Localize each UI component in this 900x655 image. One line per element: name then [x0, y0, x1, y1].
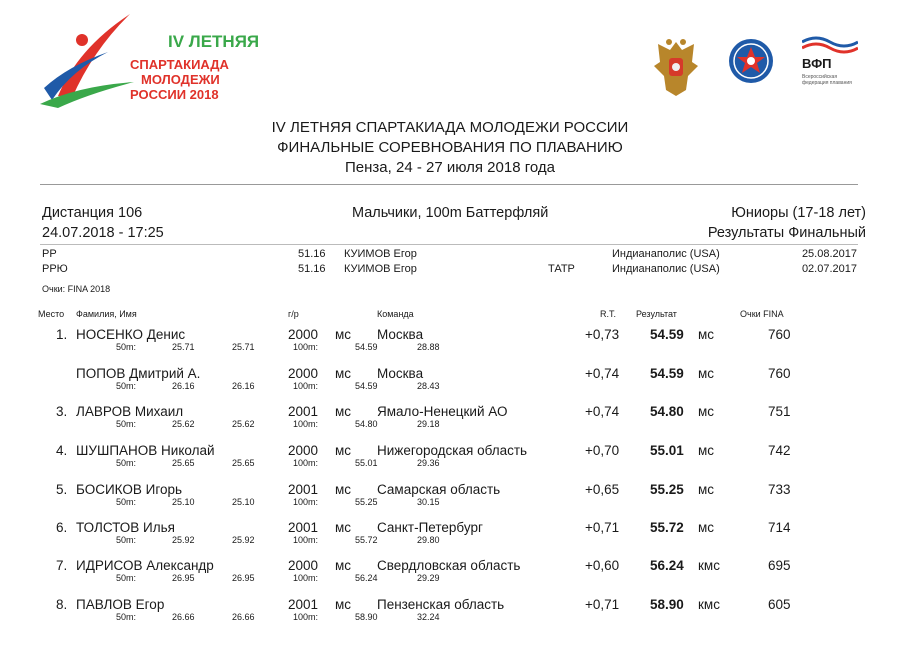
- row-points: 751: [768, 404, 791, 419]
- row-rt: +0,74: [585, 366, 620, 381]
- row-rank: мс: [335, 327, 352, 342]
- row-result: 56.24: [650, 558, 684, 573]
- split-50-cum: 25.62: [232, 419, 255, 429]
- split-50-cum: 26.66: [232, 612, 255, 622]
- record-time: 51.16: [298, 248, 326, 260]
- row-rank2: мс: [698, 366, 715, 381]
- row-place: 7.: [56, 558, 68, 573]
- record-code: РРЮ: [42, 263, 68, 275]
- split-50-cum: 26.16: [232, 381, 255, 391]
- split-100-label: 100m:: [293, 535, 319, 545]
- split-100-cum: 29.80: [417, 535, 440, 545]
- split-100-time: 58.90: [355, 612, 378, 622]
- split-50-time: 25.10: [172, 497, 195, 507]
- record-date: 25.08.2017: [801, 248, 857, 260]
- split-100-label: 100m:: [293, 458, 319, 468]
- split-100-time: 56.24: [355, 573, 378, 583]
- record-place: Индианаполис (USA): [612, 263, 720, 275]
- logo-line3: МОЛОДЕЖИ: [141, 72, 220, 87]
- row-rt: +0,60: [585, 558, 620, 573]
- split-50-label: 50m:: [116, 342, 137, 352]
- row-rank: мс: [335, 404, 352, 419]
- row-year: 2000: [288, 558, 319, 573]
- row-rank2: кмс: [698, 597, 720, 612]
- record-team: ТАТР: [548, 263, 575, 275]
- split-100-label: 100m:: [293, 419, 319, 429]
- row-points: 695: [768, 558, 791, 573]
- row-team: Москва: [377, 327, 424, 342]
- split-50-label: 50m:: [116, 573, 137, 583]
- split-50-label: 50m:: [116, 535, 137, 545]
- row-team: Нижегородская область: [377, 443, 528, 458]
- event-title: Мальчики, 100m Баттерфляй: [352, 205, 549, 221]
- row-points: 760: [768, 327, 791, 342]
- logo-line2: СПАРТАКИАДА: [130, 57, 229, 72]
- logo-line4: РОССИИ 2018: [130, 87, 219, 102]
- split-50-label: 50m:: [116, 381, 137, 391]
- split-50-time: 26.16: [172, 381, 195, 391]
- row-rt: +0,73: [585, 327, 620, 342]
- row-place: 1.: [56, 327, 68, 342]
- row-team: Самарская область: [377, 482, 501, 497]
- event-category: Юниоры (17-18 лет): [731, 205, 866, 221]
- record-code: РР: [42, 248, 57, 260]
- split-50-label: 50m:: [116, 497, 137, 507]
- col-year: г/р: [288, 309, 299, 319]
- event-results-type: Результаты Финальный: [707, 225, 866, 241]
- row-rt: +0,74: [585, 404, 620, 419]
- split-50-cum: 26.95: [232, 573, 255, 583]
- split-100-time: 55.25: [355, 497, 378, 507]
- row-name: БОСИКОВ Игорь: [76, 482, 183, 497]
- row-year: 2000: [288, 327, 319, 342]
- split-50-time: 26.66: [172, 612, 195, 622]
- row-points: 760: [768, 366, 791, 381]
- col-team: Команда: [377, 309, 414, 319]
- split-100-time: 55.72: [355, 535, 378, 545]
- row-team: Свердловская область: [377, 558, 521, 573]
- row-rank: мс: [335, 597, 352, 612]
- row-place: 4.: [56, 443, 68, 458]
- row-points: 733: [768, 482, 791, 497]
- col-rt: R.T.: [600, 309, 617, 319]
- row-team: Ямало-Ненецкий АО: [377, 404, 508, 419]
- split-100-time: 54.80: [355, 419, 378, 429]
- emblem-icon: [728, 38, 774, 84]
- split-50-cum: 25.92: [232, 535, 255, 545]
- russian-coat-of-arms-icon: [652, 36, 700, 98]
- row-year: 2001: [288, 404, 319, 419]
- row-result: 58.90: [650, 597, 684, 612]
- row-name: ШУШПАНОВ Николай: [76, 443, 215, 458]
- row-year: 2001: [288, 597, 319, 612]
- split-100-cum: 32.24: [417, 612, 440, 622]
- header-line2: ФИНАЛЬНЫЕ СОРЕВНОВАНИЯ ПО ПЛАВАНИЮ: [277, 139, 623, 156]
- row-year: 2001: [288, 520, 319, 535]
- row-rank2: мс: [698, 404, 715, 419]
- row-rt: +0,70: [585, 443, 620, 458]
- row-team: Пензенская область: [377, 597, 505, 612]
- row-rank2: мс: [698, 327, 715, 342]
- split-50-cum: 25.10: [232, 497, 255, 507]
- split-50-time: 26.95: [172, 573, 195, 583]
- split-100-label: 100m:: [293, 381, 319, 391]
- divider: [40, 184, 858, 185]
- header-line1: IV ЛЕТНЯЯ СПАРТАКИАДА МОЛОДЕЖИ РОССИИ: [271, 119, 629, 136]
- split-50-cum: 25.65: [232, 458, 255, 468]
- row-rank2: мс: [698, 482, 715, 497]
- split-100-cum: 28.43: [417, 381, 440, 391]
- vfp-waves-icon: [802, 34, 858, 54]
- split-100-label: 100m:: [293, 612, 319, 622]
- row-name: ИДРИСОВ Александр: [76, 558, 214, 573]
- split-100-time: 54.59: [355, 342, 378, 352]
- split-100-time: 54.59: [355, 381, 378, 391]
- row-name: ПОПОВ Дмитрий А.: [76, 366, 201, 381]
- event-datetime: 24.07.2018 - 17:25: [42, 225, 164, 241]
- logo-line1: IV ЛЕТНЯЯ: [168, 32, 260, 51]
- row-place: 3.: [56, 404, 68, 419]
- split-100-cum: 29.29: [417, 573, 440, 583]
- col-name: Фамилия, Имя: [76, 309, 137, 319]
- row-rank: мс: [335, 482, 352, 497]
- row-points: 605: [768, 597, 791, 612]
- row-result: 55.25: [650, 482, 684, 497]
- row-place: 5.: [56, 482, 68, 497]
- row-result: 54.59: [650, 366, 684, 381]
- split-100-label: 100m:: [293, 573, 319, 583]
- row-points: 714: [768, 520, 791, 535]
- header-line3: Пенза, 24 - 27 июля 2018 года: [345, 159, 555, 176]
- record-time: 51.16: [298, 263, 326, 275]
- split-50-time: 25.71: [172, 342, 195, 352]
- row-rank: мс: [335, 366, 352, 381]
- split-50-label: 50m:: [116, 458, 137, 468]
- split-100-label: 100m:: [293, 342, 319, 352]
- split-50-time: 25.65: [172, 458, 195, 468]
- split-100-time: 55.01: [355, 458, 378, 468]
- vfp-logo: [802, 34, 862, 94]
- row-points: 742: [768, 443, 791, 458]
- record-place: Индианаполис (USA): [612, 248, 720, 260]
- vfp-abbr: ВФП: [802, 56, 832, 71]
- split-50-time: 25.62: [172, 419, 195, 429]
- row-result: 54.80: [650, 404, 684, 419]
- row-result: 54.59: [650, 327, 684, 342]
- split-50-time: 25.92: [172, 535, 195, 545]
- divider: [40, 244, 858, 245]
- split-100-cum: 29.36: [417, 458, 440, 468]
- col-points: Очки FINA: [740, 309, 784, 319]
- row-team: Санкт-Петербург: [377, 520, 483, 535]
- col-place: Место: [38, 309, 65, 319]
- row-rank: мс: [335, 520, 352, 535]
- record-holder: КУИМОВ Егор: [344, 248, 417, 260]
- row-name: НОСЕНКО Денис: [76, 327, 186, 342]
- record-holder: КУИМОВ Егор: [344, 263, 417, 275]
- row-result: 55.01: [650, 443, 684, 458]
- row-year: 2000: [288, 366, 319, 381]
- row-rank: мс: [335, 558, 352, 573]
- row-place: 8.: [56, 597, 68, 612]
- record-date: 02.07.2017: [801, 263, 857, 275]
- split-50-label: 50m:: [116, 419, 137, 429]
- vfp-caption1: Всероссийская: [802, 74, 838, 80]
- row-rt: +0,71: [585, 520, 620, 535]
- vfp-caption2: федерация плавания: [802, 80, 852, 86]
- points-note: Очки: FINA 2018: [42, 284, 111, 294]
- row-rank2: кмс: [698, 558, 720, 573]
- row-name: ТОЛСТОВ Илья: [76, 520, 175, 535]
- row-name: ЛАВРОВ Михаил: [76, 404, 184, 419]
- row-rank: мс: [335, 443, 352, 458]
- row-name: ПАВЛОВ Егор: [76, 597, 165, 612]
- split-100-cum: 29.18: [417, 419, 440, 429]
- split-50-label: 50m:: [116, 612, 137, 622]
- row-year: 2000: [288, 443, 319, 458]
- row-place: 6.: [56, 520, 68, 535]
- split-100-cum: 30.15: [417, 497, 440, 507]
- row-rank2: мс: [698, 520, 715, 535]
- row-rt: +0,65: [585, 482, 620, 497]
- col-result: Результат: [636, 309, 677, 319]
- split-50-cum: 25.71: [232, 342, 255, 352]
- row-team: Москва: [377, 366, 424, 381]
- event-distance: Дистанция 106: [42, 205, 143, 221]
- spartakiada-logo: [38, 8, 268, 108]
- row-year: 2001: [288, 482, 319, 497]
- row-rt: +0,71: [585, 597, 620, 612]
- row-result: 55.72: [650, 520, 684, 535]
- split-100-cum: 28.88: [417, 342, 440, 352]
- row-rank2: мс: [698, 443, 715, 458]
- split-100-label: 100m:: [293, 497, 319, 507]
